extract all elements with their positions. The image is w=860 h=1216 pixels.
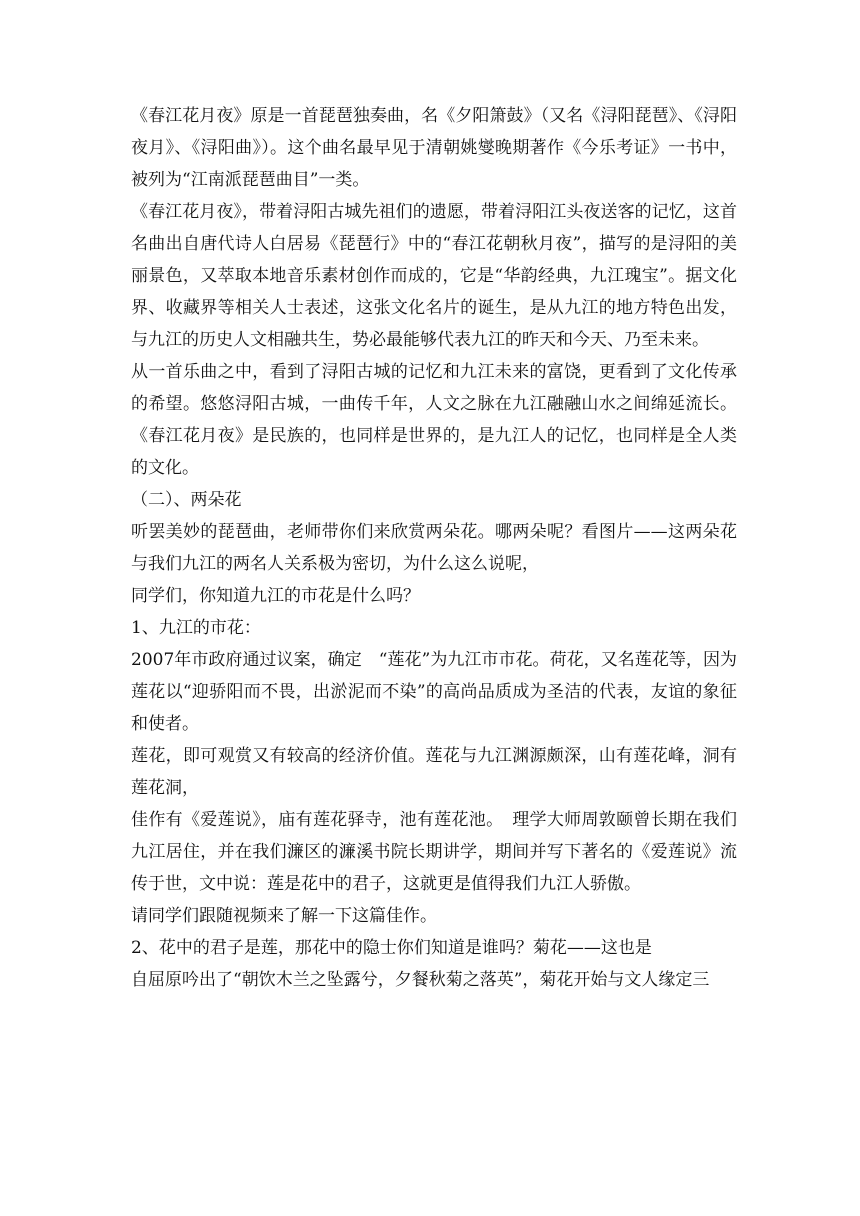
document-body xyxy=(131,100,737,996)
paragraph-chunjiang-history: 《春江花月夜》，带着浔阳古城先祖们的遗愿，带着浔阳江头夜送客的记忆，这首名曲出自唐代诗人白居易《琵琶行》中的“春江花朝秋月夜”，描写的是浔阳的美丽景色，又萃取本地音乐素材创作而成的，它是“华韵经典，九江瑰宝”。据文化界、收藏界等相关人士表述，这张文化名片的诞生，是从九江的地方特色出发，与九江的历史人文相融共生，势必最能够代表九江的昨天和今天、乃至未来。 xyxy=(131,202,737,350)
section-heading-two-flowers: （二）、两朵花 xyxy=(131,490,242,510)
subheading-city-flower: 1、九江的市花： xyxy=(131,618,261,638)
paragraph-city-flower-question: 同学们，你知道九江的市花是什么吗？ xyxy=(131,586,420,606)
paragraph-quyuan-chrysanthemum: 自屈原吟出了“朝饮木兰之坠露兮，夕餐秋菊之落英”，菊花开始与文人缘定三 xyxy=(131,970,710,990)
paragraph-culture-heritage: 从一首乐曲之中，看到了浔阳古城的记忆和九江未来的富饶，更看到了文化传承的希望。悠悠浔阳古城，一曲传千年，人文之脉在九江融融山水之间绵延流长。《春江花月夜》是民族的，也同样是世界的，是九江人的记忆，也同样是全人类的文化。 xyxy=(131,362,737,478)
paragraph-ailian-shuo: 佳作有《爱莲说》，庙有莲花驿寺，池有莲花池。 理学大师周敦颐曾长期在我们九江居住，并在我们濂区的濂溪书院长期讲学，期间并写下著名的《爱莲说》流传于世，文中说：莲是花中的君子，这就更是值得我们九江人骄傲。 xyxy=(131,810,737,894)
paragraph-video-prompt: 请同学们跟随视频来了解一下这篇佳作。 xyxy=(131,906,437,926)
paragraph-two-flowers-intro: 听罢美妙的琵琶曲，老师带你们来欣赏两朵花。哪两朵呢？看图片——这两朵花与我们九江的两名人关系极为密切，为什么这么说呢， xyxy=(131,522,737,574)
paragraph-lotus-value: 莲花，即可观赏又有较高的经济价值。莲花与九江渊源颇深，山有莲花峰，洞有莲花洞， xyxy=(131,746,737,798)
paragraph-chunjiang-origin: 《春江花月夜》原是一首琵琶独奏曲，名《夕阳箫鼓》（又名《浔阳琵琶》、《浔阳夜月》、《浔阳曲》）。这个曲名最早见于清朝姚燮晚期著作《今乐考证》一书中，被列为“江南派琵琶曲目”一类。 xyxy=(131,106,737,190)
paragraph-chrysanthemum-question: 2、花中的君子是莲，那花中的隐士你们知道是谁吗？菊花——这也是 xyxy=(131,938,652,958)
paragraph-lotus-city-flower: 2007年市政府通过议案，确定 “莲花”为九江市市花。荷花，又名莲花等，因为莲花以“迎骄阳而不畏，出淤泥而不染”的高尚品质成为圣洁的代表，友谊的象征和使者。 xyxy=(131,650,737,734)
